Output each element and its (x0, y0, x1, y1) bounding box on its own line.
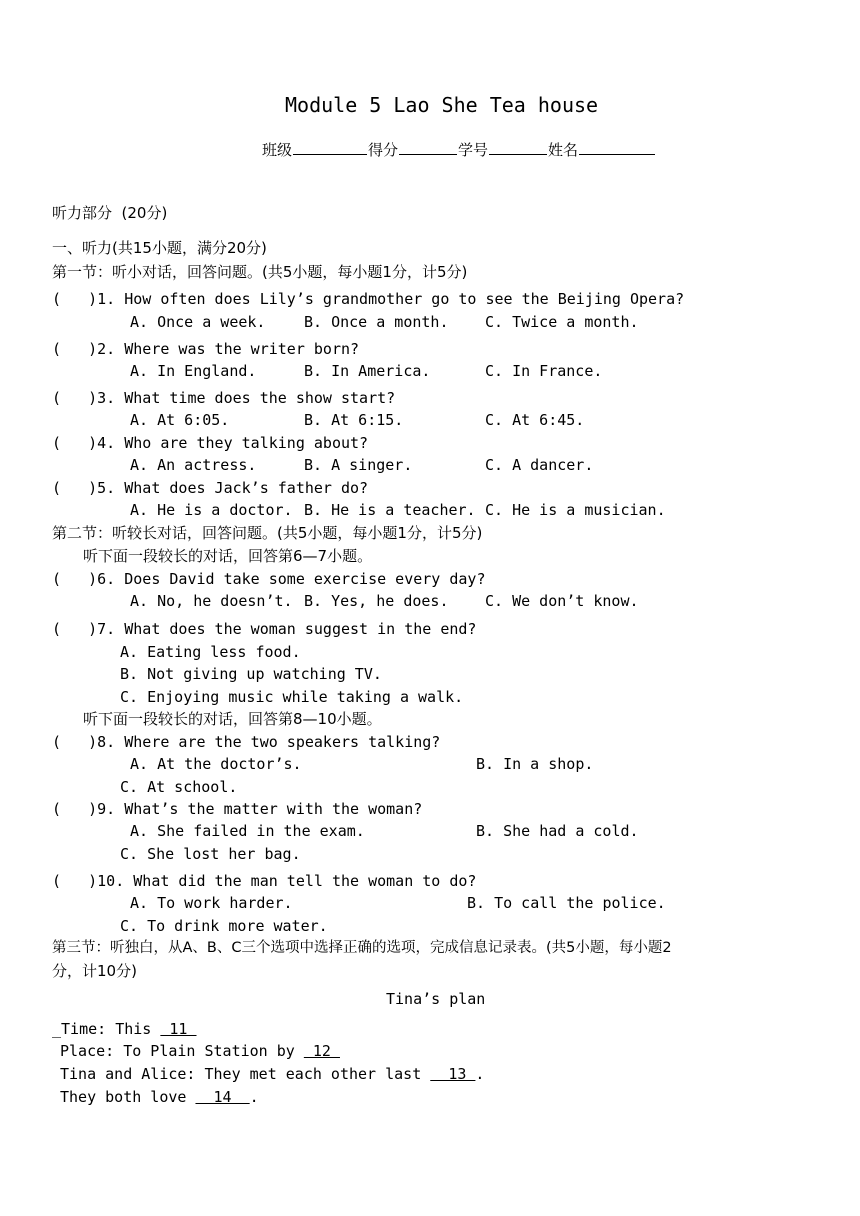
q1-option-b: B. Once a month. (304, 313, 449, 331)
question-1: ( )1. How often does Lily’s grandmother go to see the Beijing Opera? (52, 290, 685, 308)
q5-option-a: A. He is a doctor. (130, 501, 293, 519)
q8-option-b: B. In a shop. (476, 755, 594, 773)
question-10: ( )10. What did the man tell the woman to do? (52, 872, 477, 890)
name-label: 姓名 (548, 141, 579, 159)
number-blank[interactable] (489, 138, 547, 155)
plan-met-period: . (475, 1065, 485, 1083)
q10-option-b: B. To call the police. (467, 894, 666, 912)
blank-14[interactable]: 14 (195, 1088, 250, 1106)
q9-option-b: B. She had a cold. (476, 822, 639, 840)
blank-12[interactable]: 12 (303, 1042, 340, 1060)
q7-option-c: C. Enjoying music while taking a walk. (120, 688, 464, 706)
number-label: 学号 (458, 141, 489, 159)
plan-place-row (60, 1041, 340, 1061)
plan-love-row (60, 1087, 259, 1107)
q2-option-b: B. In America. (304, 362, 431, 380)
question-4: ( )4. Who are they talking about? (52, 434, 369, 452)
plan-met-label: Tina and Alice: They met each other last (60, 1065, 431, 1083)
score-blank[interactable] (399, 138, 457, 155)
q5-option-b: B. He is a teacher. (304, 501, 476, 519)
class-label: 班级 (262, 141, 293, 159)
part1-heading: 一、听力(共15小题，满分20分) (52, 239, 267, 257)
plan-love-period: . (249, 1088, 259, 1106)
q4-option-a: A. An actress. (130, 456, 257, 474)
q10-option-a: A. To work harder. (130, 894, 293, 912)
class-blank[interactable] (293, 138, 367, 155)
score-label: 得分 (368, 141, 399, 159)
q9-option-c: C. She lost her bag. (120, 845, 301, 863)
q7-option-a: A. Eating less food. (120, 643, 301, 661)
q2-option-c: C. In France. (485, 362, 603, 380)
plan-met-row (60, 1064, 484, 1084)
listening-part-heading: 听力部分 (20分) (52, 204, 168, 222)
question-7: ( )7. What does the woman suggest in the end? (52, 620, 477, 638)
q4-option-c: C. A dancer. (485, 456, 594, 474)
plan-place-label: Place: To Plain Station by (60, 1042, 304, 1060)
blank-11[interactable]: 11 (160, 1020, 197, 1038)
q7-option-b: B. Not giving up watching TV. (120, 665, 382, 683)
q2-option-a: A. In England. (130, 362, 257, 380)
student-info-line (262, 138, 656, 160)
section1-heading: 第一节：听小对话，回答问题。(共5小题，每小题1分，计5分) (52, 263, 468, 281)
section3-heading-line2: 分，计10分) (52, 962, 137, 980)
question-5: ( )5. What does Jack’s father do? (52, 479, 369, 497)
section3-heading-line1: 第三节：听独白，从A、B、C三个选项中选择正确的选项，完成信息记录表。(共5小题，每小题2 (52, 940, 672, 956)
plan-time-label: _Time: This (52, 1020, 161, 1038)
q1-option-a: A. Once a week. (130, 313, 266, 331)
question-6: ( )6. Does David take some exercise every day? (52, 570, 486, 588)
q1-option-c: C. Twice a month. (485, 313, 639, 331)
plan-title: Tina’s plan (386, 990, 486, 1008)
plan-time-row (52, 1019, 197, 1039)
q6-option-c: C. We don’t know. (485, 592, 639, 610)
q6-option-a: A. No, he doesn’t. (130, 592, 293, 610)
question-2: ( )2. Where was the writer born? (52, 340, 360, 358)
q6-option-b: B. Yes, he does. (304, 592, 449, 610)
section2-heading: 第二节：听较长对话，回答问题。(共5小题，每小题1分，计5分) (52, 524, 483, 542)
question-3: ( )3. What time does the show start? (52, 389, 396, 407)
plan-love-label: They both love (60, 1088, 196, 1106)
q8-option-a: A. At the doctor’s. (130, 755, 302, 773)
question-8: ( )8. Where are the two speakers talking? (52, 733, 441, 751)
section2-note-1: 听下面一段较长的对话，回答第6—7小题。 (83, 547, 373, 565)
q10-option-c: C. To drink more water. (120, 917, 328, 935)
question-9: ( )9. What’s the matter with the woman? (52, 800, 423, 818)
q8-option-c: C. At school. (120, 778, 238, 796)
section2-note-2: 听下面一段较长的对话，回答第8—10小题。 (83, 710, 382, 728)
q9-option-a: A. She failed in the exam. (130, 822, 365, 840)
name-blank[interactable] (579, 138, 655, 155)
q5-option-c: C. He is a musician. (485, 501, 666, 519)
page-title: Module 5 Lao She Tea house (285, 93, 599, 117)
q3-option-b: B. At 6:15. (304, 411, 404, 429)
q3-option-a: A. At 6:05. (130, 411, 230, 429)
q4-option-b: B. A singer. (304, 456, 413, 474)
blank-13[interactable]: 13 (430, 1065, 476, 1083)
q3-option-c: C. At 6:45. (485, 411, 585, 429)
